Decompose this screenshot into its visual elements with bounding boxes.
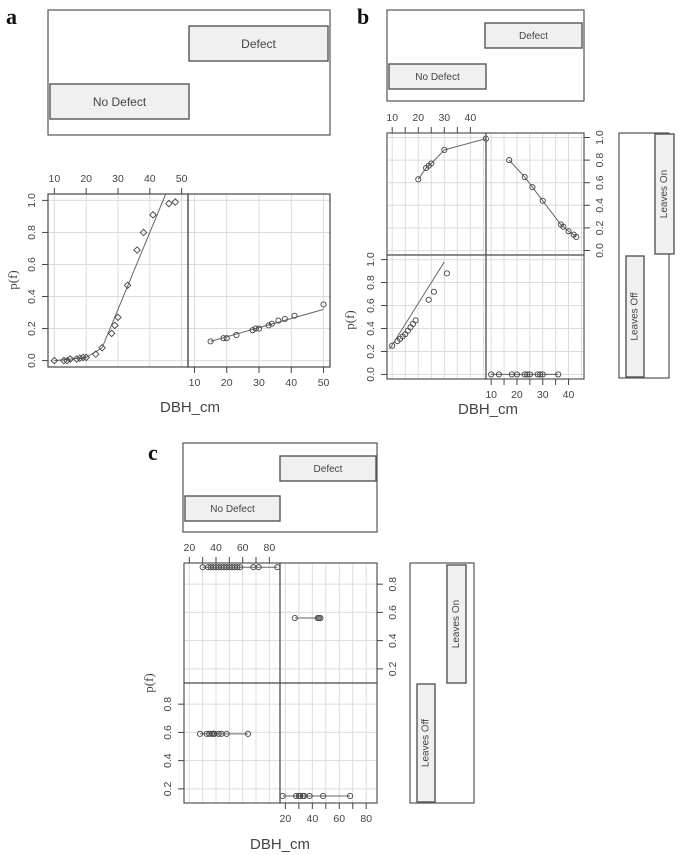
y-tick-label: 0.0 — [593, 243, 606, 258]
x-tick-label: 40 — [143, 173, 156, 185]
no-defect-strip-label: No Defect — [210, 504, 255, 516]
y-tick-label: 0.8 — [364, 275, 377, 290]
y-tick-label: 0.4 — [593, 197, 606, 213]
x-tick-label: 30 — [536, 389, 549, 401]
panel-c-letter: c — [148, 440, 158, 465]
y-tick-label: 0.0 — [25, 353, 38, 368]
x-tick-label: 10 — [188, 377, 201, 389]
x-tick-label: 20 — [80, 173, 93, 185]
y-tick-label: 0.4 — [25, 289, 38, 304]
y-tick-label: 0.8 — [593, 152, 606, 168]
x-tick-label: 20 — [511, 389, 523, 401]
series-line — [418, 139, 486, 180]
data-point — [444, 271, 449, 276]
y-tick-label: 0.0 — [364, 367, 377, 382]
data-point — [134, 247, 140, 253]
x-tick-label: 30 — [112, 173, 124, 185]
data-point — [150, 212, 156, 218]
y-tick-label: 0.8 — [25, 225, 38, 240]
y-tick-label: 1.0 — [25, 193, 38, 208]
x-tick-label: 40 — [210, 542, 222, 554]
leaves-on-strip-label: Leaves On — [451, 599, 463, 649]
y-tick-label: 0.8 — [386, 576, 399, 592]
leaves-off-strip-label: Leaves Off — [420, 718, 432, 768]
x-tick-label: 10 — [485, 389, 498, 401]
x-tick-label: 20 — [279, 813, 292, 825]
data-point — [426, 297, 431, 302]
y-tick-label: 0.2 — [25, 321, 38, 336]
x-tick-label: 60 — [236, 542, 249, 554]
plot-frame — [486, 255, 584, 379]
x-tick-label: 20 — [220, 377, 233, 389]
data-point — [172, 199, 178, 205]
x-tick-label: 40 — [285, 377, 298, 389]
panel-b-letter: b — [357, 4, 370, 29]
x-tick-label: 80 — [360, 813, 373, 825]
x-tick-label: 80 — [263, 542, 276, 554]
no-defect-strip-label: No Defect — [92, 94, 147, 109]
y-tick-label: 0.2 — [161, 781, 174, 797]
y-tick-label: 0.6 — [386, 605, 399, 620]
defect-strip-label: Defect — [519, 31, 548, 43]
y-tick-label: 0.6 — [364, 298, 377, 313]
defect-strip-label: Defect — [313, 464, 343, 476]
plot-frame — [184, 683, 280, 803]
defect-strip-label: Defect — [241, 36, 276, 51]
x-axis-label: DBH_cm — [457, 401, 519, 418]
x-tick-label: 50 — [175, 173, 188, 185]
y-axis-label: p(f) — [4, 270, 20, 290]
x-axis-label: DBH_cm — [159, 399, 221, 416]
y-tick-label: 0.8 — [161, 696, 174, 712]
data-point — [413, 318, 418, 323]
y-axis-label: p(f) — [341, 310, 357, 330]
y-tick-label: 0.2 — [386, 661, 399, 677]
leaves-on-strip-label: Leaves On — [659, 169, 671, 219]
y-tick-label: 0.2 — [364, 344, 377, 359]
panel-a-letter: a — [6, 4, 17, 29]
plot-frame — [387, 133, 486, 255]
plot-frame — [280, 683, 377, 803]
plot-frame — [184, 563, 280, 683]
x-tick-label: 10 — [48, 173, 61, 185]
y-tick-label: 0.6 — [25, 257, 38, 272]
data-point — [166, 200, 172, 206]
x-tick-label: 40 — [562, 389, 575, 401]
leaves-off-strip-label: Leaves Off — [629, 292, 641, 341]
y-tick-label: 0.2 — [593, 220, 606, 236]
y-tick-label: 1.0 — [593, 130, 606, 145]
y-tick-label: 0.6 — [161, 725, 174, 740]
x-axis-label: DBH_cm — [249, 836, 311, 853]
x-tick-label: 20 — [183, 542, 196, 554]
y-tick-label: 0.4 — [364, 321, 377, 336]
y-tick-label: 0.4 — [386, 633, 399, 648]
x-tick-label: 30 — [438, 112, 451, 124]
x-tick-label: 10 — [386, 112, 399, 124]
data-point — [408, 325, 413, 330]
y-tick-label: 0.4 — [161, 753, 174, 768]
x-tick-label: 40 — [306, 813, 319, 825]
plot-frame — [280, 563, 377, 683]
data-point — [410, 321, 415, 326]
y-axis-label: p(f) — [140, 673, 156, 693]
fit-line — [211, 309, 324, 341]
x-tick-label: 50 — [317, 377, 330, 389]
x-tick-label: 60 — [333, 813, 346, 825]
x-tick-label: 40 — [464, 112, 477, 124]
data-point — [431, 289, 436, 294]
plot-frame — [486, 133, 584, 255]
y-tick-label: 0.6 — [593, 175, 606, 191]
x-tick-label: 20 — [412, 112, 425, 124]
x-tick-label: 30 — [253, 377, 265, 389]
y-tick-label: 1.0 — [364, 252, 377, 267]
no-defect-strip-label: No Defect — [415, 72, 460, 84]
